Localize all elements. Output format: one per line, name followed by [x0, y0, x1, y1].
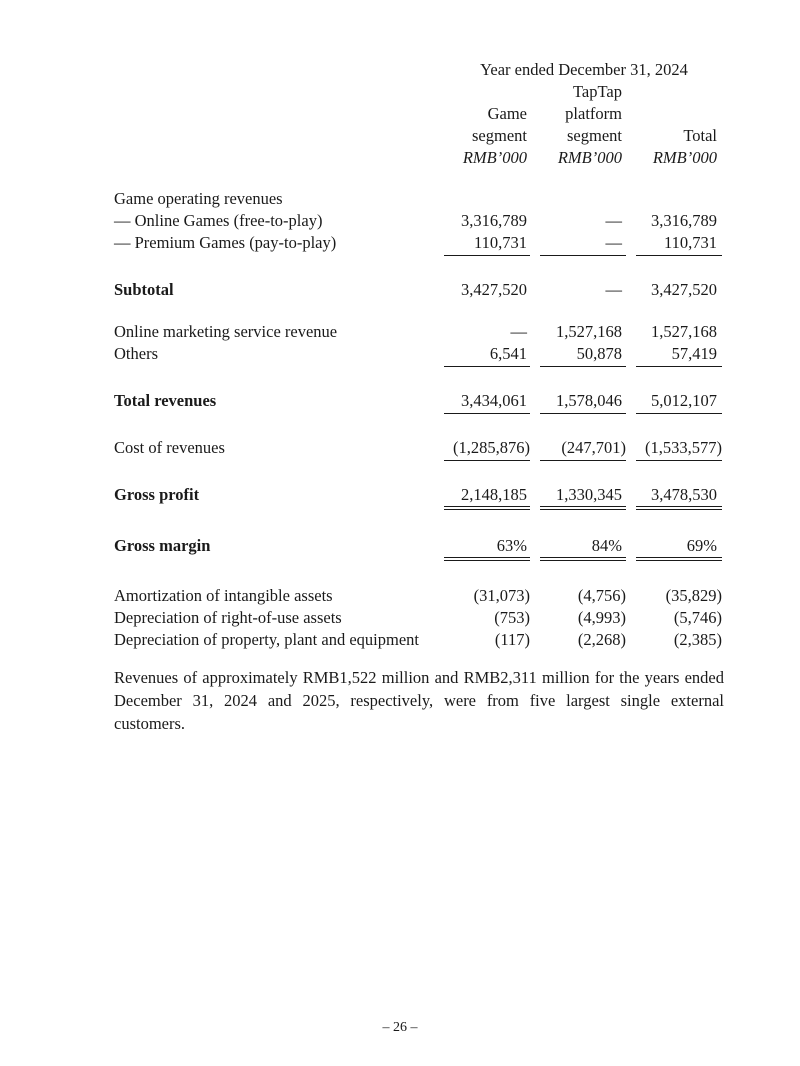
cell-total: 69%: [686, 536, 717, 555]
cell-game-segment: 3,434,061: [461, 391, 527, 410]
table-row-amortization: [0, 585, 800, 607]
page-number: – 26 –: [382, 1020, 418, 1035]
cost-underline: [636, 460, 722, 461]
double-underline: [444, 506, 530, 510]
cell-taptap-segment: 50,878: [576, 344, 622, 363]
cell-taptap-segment: 1,578,046: [556, 391, 622, 410]
cell-total: (1,533,577): [645, 438, 722, 457]
row-label: Gross profit: [114, 485, 200, 504]
total-rule: [636, 366, 722, 367]
cell-game-segment: —: [510, 322, 527, 341]
cost-underline: [444, 460, 530, 461]
cell-game-segment: (117): [494, 630, 530, 649]
cell-total: 110,731: [663, 233, 717, 252]
cell-game-segment: 2,148,185: [461, 485, 527, 504]
table-row-others: [0, 343, 800, 365]
column-unit: RMB’000: [462, 148, 527, 167]
column-header-line: segment: [472, 126, 527, 145]
cell-game-segment: (1,285,876): [453, 438, 530, 457]
cell-taptap-segment: 1,330,345: [556, 485, 622, 504]
cell-game-segment: 110,731: [473, 233, 527, 252]
cost-underline: [540, 460, 626, 461]
column-header-line: Game: [487, 104, 527, 123]
cell-game-segment: 63%: [496, 536, 527, 555]
table-row-premium-games: [0, 232, 800, 254]
row-label: — Premium Games (pay-to-play): [114, 233, 337, 252]
table-row-online-games: [0, 210, 800, 232]
double-underline: [540, 506, 626, 510]
table-row-depreciation-ppe: [0, 629, 800, 651]
cell-taptap-segment: —: [605, 233, 622, 252]
row-label: Depreciation of right-of-use assets: [114, 608, 342, 627]
body-paragraph: Revenues of approximately RMB1,522 million and RMB2,311 million for the years ended December 31, 2024 and 2025, respectively, were from five largest single external customers.: [114, 668, 724, 733]
total-underline: [636, 413, 722, 414]
cell-taptap-segment: (247,701): [561, 438, 626, 457]
cell-total: 3,427,520: [651, 280, 717, 299]
cell-taptap-segment: —: [605, 280, 622, 299]
cell-total: 5,012,107: [651, 391, 717, 410]
double-underline: [444, 557, 530, 561]
row-label: Depreciation of property, plant and equipment: [114, 630, 419, 649]
table-row-gross-margin: [0, 535, 800, 557]
subtotal-rule: [636, 255, 722, 256]
cell-total: (35,829): [665, 586, 722, 605]
cell-game-segment: 3,427,520: [461, 280, 527, 299]
double-underline: [540, 557, 626, 561]
table-row-subtotal: [0, 279, 800, 301]
cell-game-segment: 6,541: [489, 344, 527, 363]
row-label: — Online Games (free-to-play): [114, 211, 323, 230]
column-header-total: [636, 81, 717, 169]
row-label: Gross margin: [114, 536, 211, 555]
column-unit: RMB’000: [652, 148, 717, 167]
cell-taptap-segment: (4,756): [577, 586, 626, 605]
total-underline: [444, 413, 530, 414]
table-row-cost-of-revenues: [0, 437, 800, 459]
row-label: Game operating revenues: [114, 189, 283, 208]
cell-game-segment: 3,316,789: [461, 211, 527, 230]
cell-taptap-segment: —: [605, 211, 622, 230]
row-label: Total revenues: [114, 391, 217, 410]
cell-total: 57,419: [671, 344, 717, 363]
cell-taptap-segment: (2,268): [577, 630, 626, 649]
total-rule: [444, 366, 530, 367]
period-heading: Year ended December 31, 2024: [480, 60, 688, 79]
column-header-line: segment: [567, 126, 622, 145]
column-header-game-segment: [444, 81, 527, 169]
cell-game-segment: (31,073): [473, 586, 530, 605]
table-row-gross-profit: [0, 484, 800, 506]
subtotal-rule: [444, 255, 530, 256]
row-label: Others: [114, 344, 158, 363]
column-unit: RMB’000: [557, 148, 622, 167]
total-rule: [540, 366, 626, 367]
column-header-taptap-segment: [540, 81, 622, 169]
row-label: Subtotal: [114, 280, 174, 299]
cell-taptap-segment: 1,527,168: [556, 322, 622, 341]
subtotal-rule: [540, 255, 626, 256]
cell-game-segment: (753): [494, 608, 530, 627]
table-row-online-marketing: [0, 321, 800, 343]
row-label: Amortization of intangible assets: [114, 586, 333, 605]
cell-total: 3,316,789: [651, 211, 717, 230]
row-label: Cost of revenues: [114, 438, 225, 457]
cell-taptap-segment: 84%: [591, 536, 622, 555]
table-row-depreciation-rou: [0, 607, 800, 629]
column-header-line: TapTap: [572, 82, 622, 101]
double-underline: [636, 557, 722, 561]
cell-total: 1,527,168: [651, 322, 717, 341]
row-label: Online marketing service revenue: [114, 322, 338, 341]
double-underline: [636, 506, 722, 510]
cell-total: (2,385): [673, 630, 722, 649]
column-header-line: Total: [683, 126, 717, 145]
total-underline: [540, 413, 626, 414]
table-row-total-revenues: [0, 390, 800, 412]
cell-taptap-segment: (4,993): [577, 608, 626, 627]
cell-total: (5,746): [673, 608, 722, 627]
table-row-game-operating-revenues: [0, 188, 800, 210]
column-header-line: platform: [565, 104, 622, 123]
cell-total: 3,478,530: [651, 485, 717, 504]
